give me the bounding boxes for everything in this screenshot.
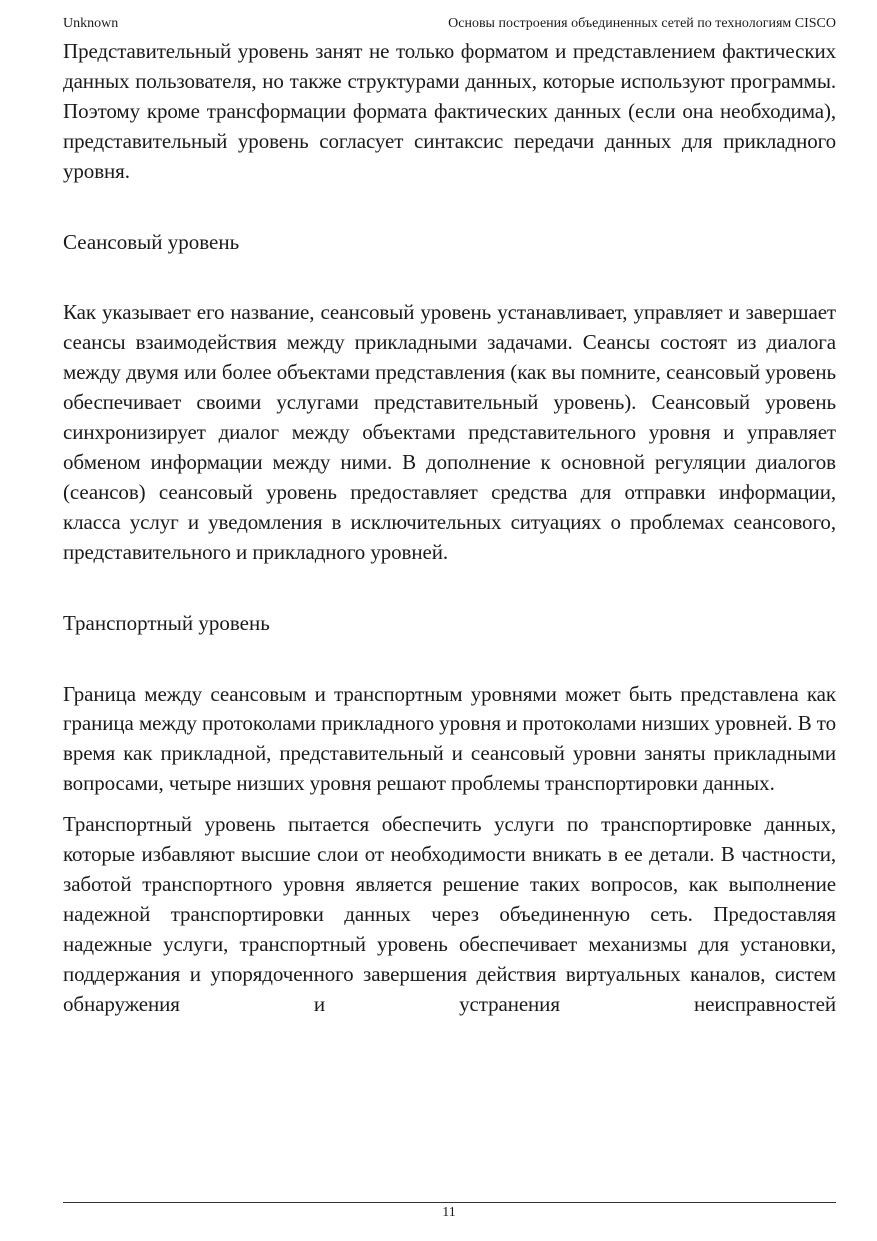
paragraph-presentation-layer: Представительный уровень занят не только форматом и представлением фактических данных пользователя, но также структурами данных, которые используют программы. Поэтому кроме трансформации формата фактических данных (если она необходима), представительный уровень согласует синтаксис передачи данных для прикладного уровня. [63, 39, 836, 183]
header-author: Unknown [63, 16, 119, 31]
footer-divider [63, 1202, 836, 1203]
running-header [63, 16, 836, 36]
page-body [63, 37, 836, 1019]
paragraph-session-layer: Как указывает его название, сеансовый уровень устанавливает, управляет и завершает сеансы взаимодействия между прикладными задачами. Сеансы состоят из диалога между двумя или более объектами представления (как вы помните, сеансовый уровень обеспечивает своими услугами представительный уровень). Сеансовый уровень синхронизирует диалог между объектами представительного уровня и управляет обменом информации между ними. В дополнение к основной регуляции диалогов (сеансов) сеансовый уровень предоставляет средства для отправки информации, класса услуг и уведомления в исключительных ситуациях о проблемах сеансового, представительного и прикладного уровней. [63, 300, 836, 564]
heading-transport-layer: Транспортный уровень [63, 610, 270, 635]
page-number: 11 [442, 1205, 456, 1220]
header-title: Основы построения объединенных сетей по технологиям CISCO [448, 16, 836, 31]
paragraph-transport-services: Транспортный уровень пытается обеспечить услуги по транспортировке данных, которые избавляют высшие слои от необходимости вникать в ее детали. В частности, заботой транспортного уровня является решение таких вопросов, как выполнение надежной транспортировки данных через объединенную сеть. Предоставляя надежные услуги, транспортный уровень обеспечивает механизмы для установки, поддержания и упорядоченного завершения действия виртуальных каналов, систем обнаружения и устранения неисправностей [63, 812, 836, 1016]
paragraph-layer-boundary: Граница между сеансовым и транспортным уровнями может быть представлена как граница между протоколами прикладного уровня и протоколами низших уровней. В то время как прикладной, представительный и сеансовый уровни заняты прикладными вопросами, четыре низших уровня решают проблемы транспортировки данных. [63, 681, 836, 796]
heading-session-layer: Сеансовый уровень [63, 229, 240, 254]
